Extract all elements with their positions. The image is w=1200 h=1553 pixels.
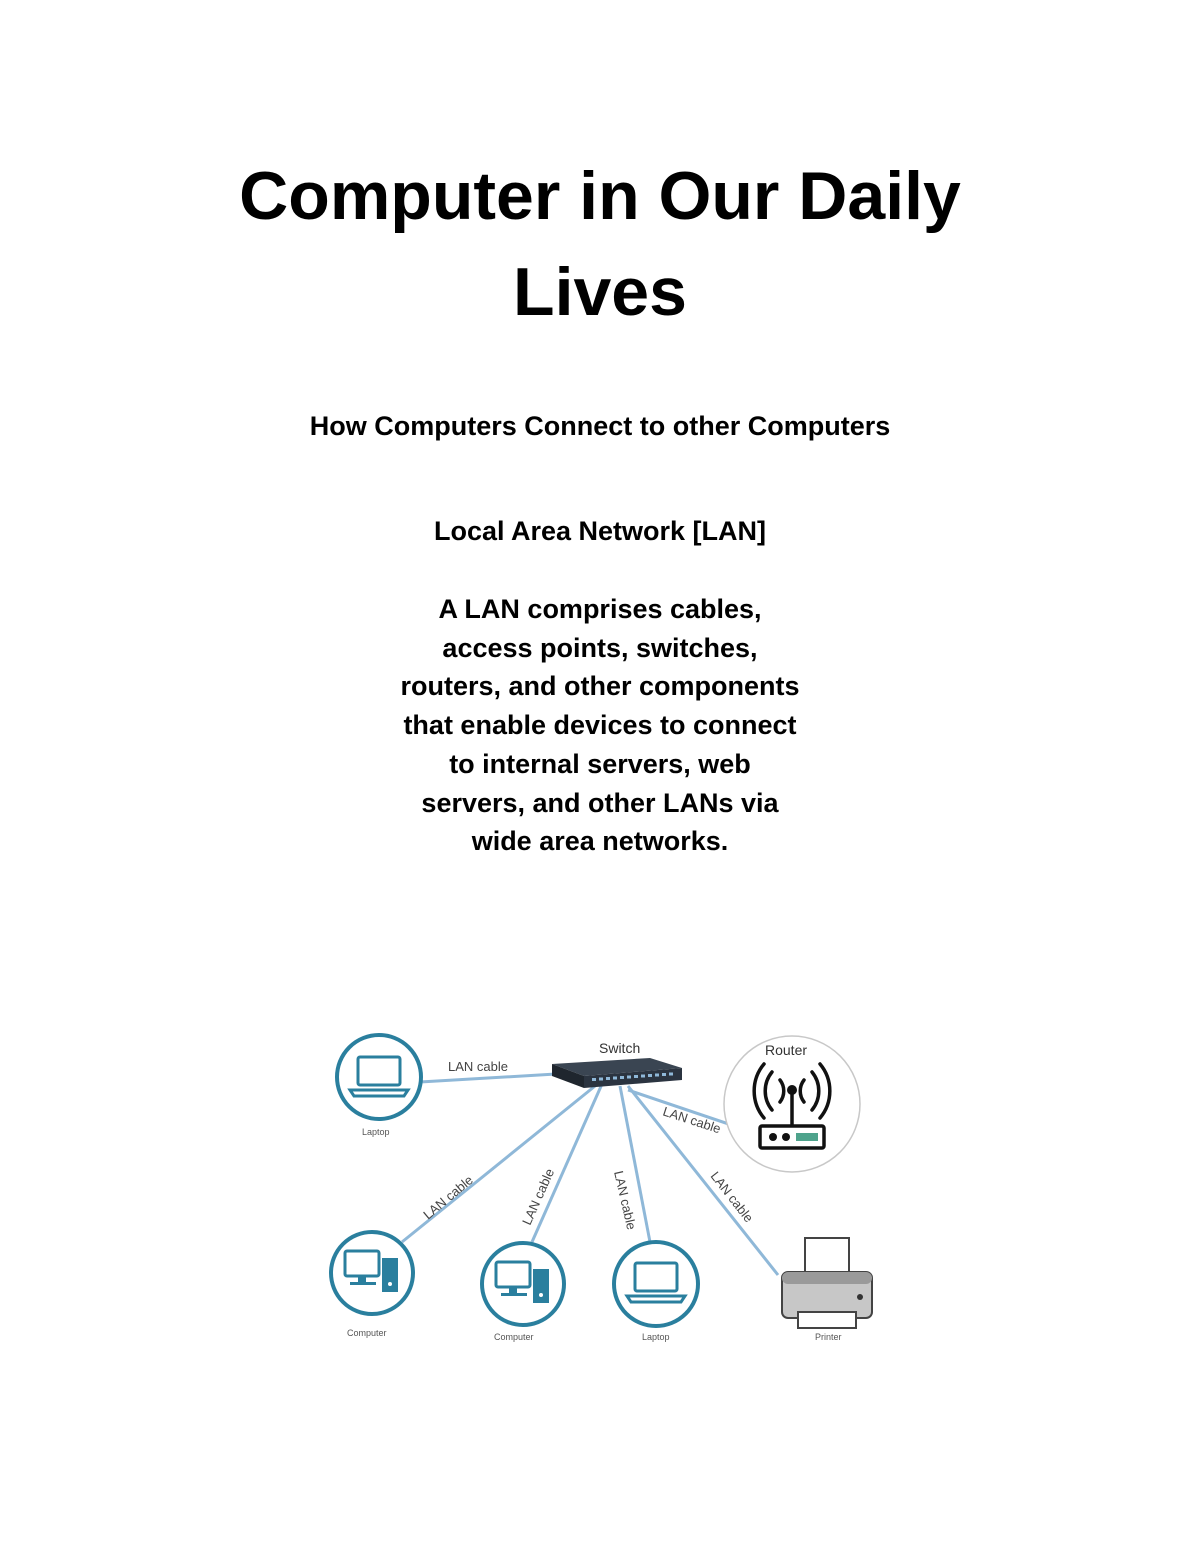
printer-label: Printer: [815, 1332, 842, 1342]
cable-label-laptop-bottom: LAN cable: [611, 1169, 640, 1232]
cable-label-computer-mid: LAN cable: [519, 1166, 558, 1228]
laptop-top-node: [337, 1035, 421, 1137]
switch-device: [552, 1040, 682, 1088]
laptop-top-label: Laptop: [362, 1127, 390, 1137]
cable-label-printer: LAN cable: [707, 1168, 757, 1226]
cable-label-laptop-top: LAN cable: [448, 1059, 508, 1074]
printer-node: [782, 1238, 872, 1342]
router-node: [724, 1036, 860, 1172]
laptop-bottom-node: [614, 1242, 698, 1342]
cable-label-router: LAN cable: [661, 1103, 723, 1137]
laptop-top-circle: [337, 1035, 421, 1119]
lan-description-paragraph: A LAN comprises cables, access points, switches, routers, and other components that enable devices to connect to internal servers, web servers, and other LANs via wide area networks.: [400, 594, 800, 857]
computer-left-label: Computer: [347, 1328, 387, 1338]
printer-icon: [782, 1238, 872, 1328]
laptop-bottom-circle: [614, 1242, 698, 1326]
computer-mid-circle: [482, 1243, 564, 1325]
page-title: Computer in Our Daily Lives: [239, 158, 961, 330]
switch-label: Switch: [599, 1040, 641, 1056]
computer-mid-node: [482, 1243, 564, 1342]
router-label: Router: [765, 1042, 808, 1058]
computer-left-node: [331, 1232, 413, 1338]
computer-mid-label: Computer: [494, 1332, 534, 1342]
computer-left-circle: [331, 1232, 413, 1314]
section-heading-lan: Local Area Network [LAN]: [433, 516, 767, 546]
lan-network-diagram: [310, 1020, 890, 1360]
laptop-bottom-label: Laptop: [642, 1332, 670, 1342]
page-subtitle: How Computers Connect to other Computers: [309, 411, 891, 441]
cable-label-computer-left: LAN cable: [420, 1172, 476, 1223]
cable-to-laptop-top: [420, 1074, 556, 1082]
